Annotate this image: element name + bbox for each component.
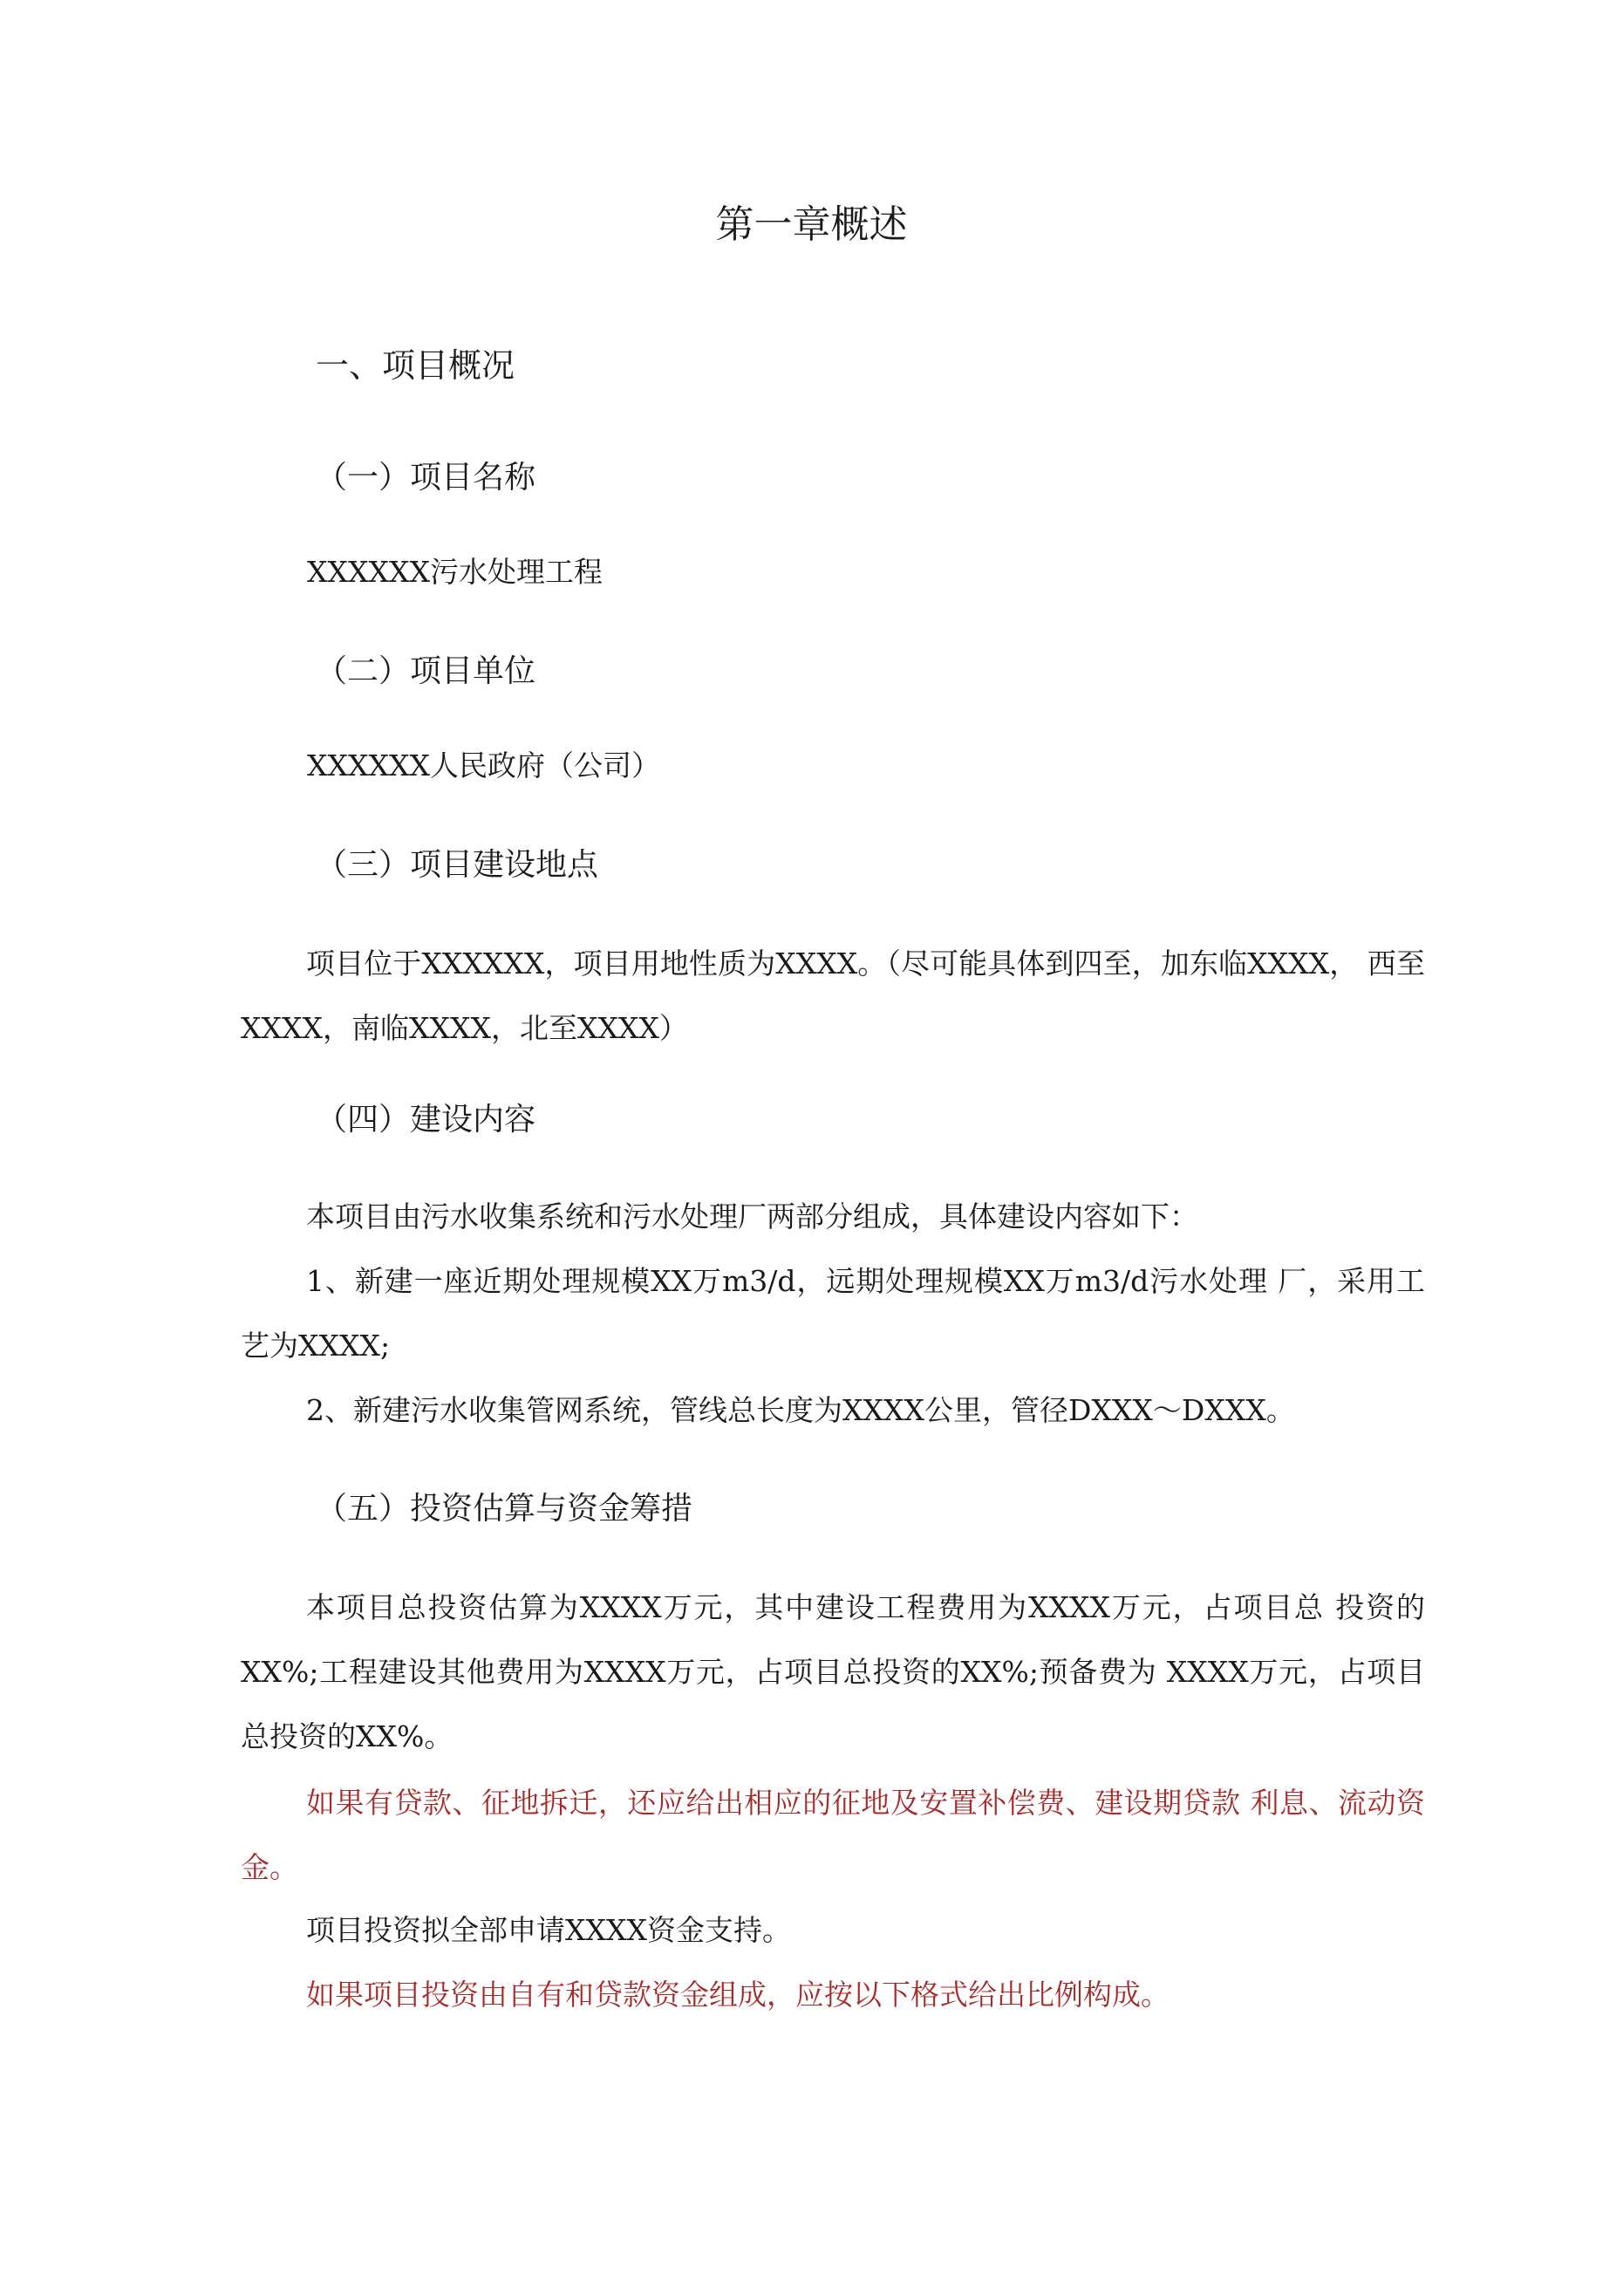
subsection-heading-construction-content: （四）建设内容 (316, 1102, 536, 1138)
subsection-heading-project-location: （三）项目建设地点 (316, 847, 599, 883)
chapter-title: 第一章概述 (715, 202, 908, 247)
subsection-heading-investment: （五）投资估算与资金筹措 (316, 1491, 693, 1527)
project-unit-text: XXXXXX人民政府（公司） (307, 748, 660, 782)
investment-paragraph: 本项目总投资估算为XXXX万元，其中建设工程费用为XXXX万元，占项目总 投资的XX%;工程建设其他费用为XXXX万元，占项目总投资的XX%;预备费为 XXXX万元，占项目总投资的XX%。 (241, 1590, 1425, 1753)
loan-note-paragraph: 如果有贷款、征地拆迁，还应给出相应的征地及安置补偿费、建设期贷款 利息、流动资金。 (241, 1786, 1425, 1884)
project-name-text: XXXXXX污水处理工程 (307, 555, 603, 589)
project-location-paragraph: 项目位于XXXXXX，项目用地性质为XXXX。（尽可能具体到四至，加东临XXXX， 西至XXXX，南临XXXX，北至XXXX） (241, 946, 1425, 1045)
construction-intro-paragraph: 本项目由污水收集系统和污水处理厂两部分组成，具体建设内容如下： (306, 1199, 1198, 1233)
funding-paragraph: 项目投资拟全部申请XXXX资金支持。 (306, 1913, 791, 1947)
subsection-heading-project-unit: （二）项目单位 (316, 653, 536, 689)
construction-item-1: 1、新建一座近期处理规模XX万m3/d，远期处理规模XX万m3/d污水处理 厂，采用工艺为XXXX; (241, 1264, 1425, 1363)
construction-item-2: 2、新建污水收集管网系统，管线总长度为XXXX公里，管径DXXX〜DXXX。 (306, 1393, 1295, 1427)
subsection-heading-project-name: （一）项目名称 (316, 460, 536, 495)
section-heading-overview: 一、项目概况 (316, 346, 515, 385)
funding-structure-note: 如果项目投资由自有和贷款资金组成，应按以下格式给出比例构成。 (306, 1978, 1170, 2012)
